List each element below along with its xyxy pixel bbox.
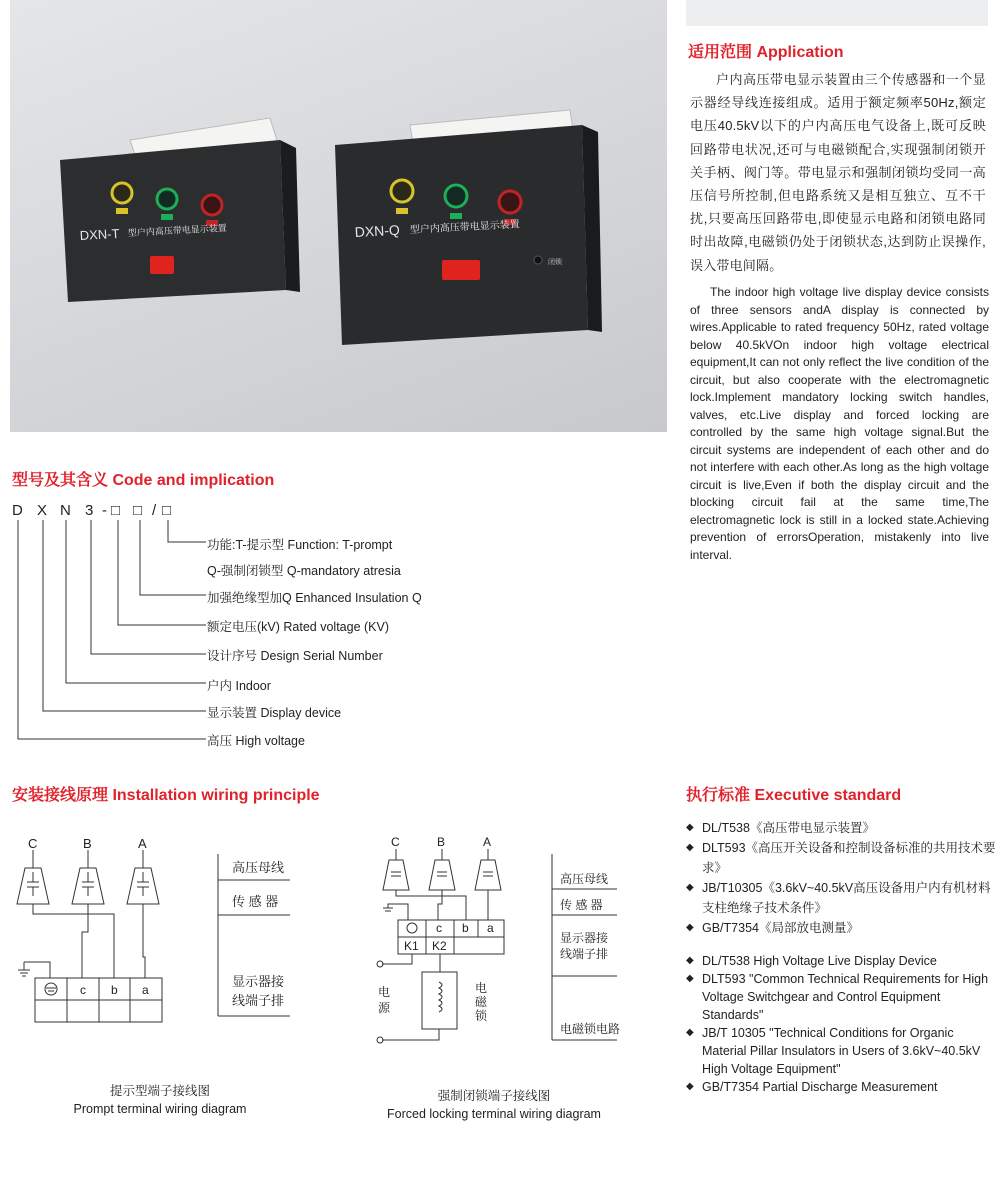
right-led-a	[391, 180, 413, 202]
standard-item-cn-4: ◆ GB/T7354《局部放电测量》	[686, 918, 998, 938]
standard-item-en-2: ◆ DLT593 "Common Technical Requirements for High Voltage Switchgear and Control Equipment Standards"	[686, 970, 998, 1024]
prompt-phase-c: C	[28, 836, 38, 851]
code-label-mandatory: Q-强制闭锁型 Q-mandatory atresia	[207, 564, 401, 578]
standard-item-cn-2: ◆ DLT593《高压开关设备和控制设备标准的共用技术要求》	[686, 838, 998, 878]
standard-item-cn-3: ◆ JB/T10305《3.6kV~40.5kV高压设备用户内有机材料支柱绝缘子技术条件》	[686, 878, 998, 918]
code-char-d: D	[12, 502, 23, 519]
standard-list-en	[686, 952, 998, 1096]
product-photo	[10, 0, 667, 432]
right-device-model: DXN-Q	[354, 221, 401, 240]
forced-lock-2: 磁	[475, 995, 488, 1009]
standard-item-en-4: ◆ GB/T7354 Partial Discharge Measurement	[686, 1078, 998, 1096]
application-text-en: The indoor high voltage live display device consists of three sensors andA display is connected by wires.Applicable to rated frequency 50Hz, rated voltage below 40.5kVOn indoor high voltage electrical equipment,It can not only reflect the live condition of the circuit, but also cooperate with the electromagnetic lock.Implement mandatory locking switch handles, valves, etc.Live display and forced locking are controlled by the same high voltage signal.But the circuit systems are independent of each other and do not interfere with each other.As long as the high voltage circuit is live,Even if both the display circuit and the blocking circuit fail at the same time,The electromagnetic lock is still in a locked state.Achieving prevention of errorsOperation, mistakenly into live interval.	[690, 285, 989, 562]
prompt-caption	[40, 1082, 280, 1118]
product-photo-svg	[10, 0, 667, 432]
left-led-a	[112, 183, 132, 203]
standard-item-cn-1: ◆ DL/T538《高压带电显示装置》	[686, 818, 998, 838]
forced-lock-3: 锁	[475, 1009, 488, 1023]
right-led-c	[499, 191, 521, 213]
forced-power-2: 源	[378, 1001, 391, 1015]
right-device	[335, 125, 602, 345]
wiring-heading: 安装接线原理 Installation wiring principle	[12, 787, 320, 804]
forced-caption	[374, 1087, 614, 1123]
application-text-cn: 户内高压带电显示装置由三个传感器和一个显示器经导线连接组成。适用于额定频率50Hz,额定电压40.5kV以下的户内高压电气设备上,既可反映回路带电状况,还可与电磁锁配合,实现强制闭锁开关手柄、阀门等。带电显示和强制闭锁均受同一高压信号所控制,但电路系统又是相互独立、互不干扰,只要高压回路带电,即使显示电路和闭锁电路同时出故障,电磁锁仍处于闭锁状态,达到防止误操作,误入带电间隔。	[690, 72, 986, 273]
code-box-1: □	[111, 502, 121, 519]
prompt-phase-a: A	[138, 836, 147, 851]
left-device-title: 型户内高压带电显示装置	[127, 222, 227, 238]
right-led-b	[445, 185, 467, 207]
code-label-rated-voltage: 额定电压(kV) Rated voltage (KV)	[207, 620, 389, 634]
code-label-function: 功能:T-提示型 Function: T-prompt	[207, 538, 393, 552]
code-heading: 型号及其含义 Code and implication	[12, 472, 275, 489]
prompt-caption-cn: 提示型端子接线图	[109, 1084, 210, 1098]
forced-terminal-k2: K2	[432, 939, 447, 953]
left-device-model: DXN-T	[79, 225, 120, 243]
prompt-phase-b: B	[83, 836, 92, 851]
top-gray-bar	[686, 0, 988, 26]
code-label-indoor: 户内 Indoor	[207, 679, 271, 693]
standard-item-en-3: ◆ JB/T 10305 "Technical Conditions for Organic Material Pillar Insulators in Users of 3.6kV~40.5kV High Voltage Equipment"	[686, 1024, 998, 1078]
sensor-b	[429, 849, 455, 890]
standard-heading: 执行标准 Executive standard	[686, 787, 902, 804]
forced-terminal-b: b	[462, 921, 469, 935]
standard-list-cn	[686, 818, 998, 938]
prompt-legend-terminal-1: 显示器接	[232, 974, 285, 989]
code-label-high-voltage: 高压 High voltage	[207, 734, 305, 748]
code-leader-lines	[10, 520, 210, 745]
forced-legend-terminal-2: 线端子排	[560, 947, 609, 961]
forced-legend-terminal-1: 显示器接	[560, 931, 609, 945]
prompt-wiring-diagram	[10, 832, 295, 1032]
code-label-serial: 设计序号 Design Serial Number	[207, 649, 383, 663]
standard-item-en-1: ◆ DL/T538 High Voltage Live Display Device	[686, 952, 998, 970]
forced-phase-b: B	[437, 835, 446, 849]
sensor-c	[17, 850, 49, 904]
forced-phase-a: A	[483, 835, 492, 849]
code-box-2: □	[133, 502, 143, 519]
sensor-a	[127, 850, 159, 904]
prompt-legend-terminal-2: 线端子排	[232, 993, 285, 1008]
code-box-3: □	[162, 502, 172, 519]
right-device-title: 型户内高压带电显示装置	[409, 219, 521, 236]
code-char-n: N	[60, 502, 71, 519]
forced-terminal-a: a	[487, 921, 494, 935]
sensor-c	[383, 849, 409, 890]
prompt-terminal-a: a	[142, 983, 149, 997]
forced-legend-sensor: 传 感 器	[560, 898, 603, 912]
forced-lock-1: 电	[475, 981, 488, 995]
code-char-dash: -	[102, 502, 107, 519]
forced-terminal-c: c	[436, 921, 442, 935]
forced-power-1: 电	[378, 985, 391, 999]
forced-legend-lock-circuit: 电磁锁电路	[560, 1022, 621, 1036]
code-char-x: X	[37, 502, 48, 519]
code-char-3: 3	[85, 502, 94, 519]
forced-phase-c: C	[391, 835, 400, 849]
application-heading: 适用范围 Application	[688, 44, 844, 61]
sensor-a	[475, 849, 501, 890]
left-device-switch	[150, 256, 174, 274]
forced-caption-cn: 强制闭锁端子接线图	[437, 1089, 551, 1103]
forced-terminal-k1: K1	[404, 939, 419, 953]
right-device-lock-text: 闭锁	[548, 259, 562, 266]
left-led-b	[157, 189, 177, 209]
right-device-switch	[442, 260, 480, 280]
left-led-c	[202, 195, 222, 215]
code-label-insulation: 加强绝缘型加Q Enhanced Insulation Q	[207, 591, 422, 605]
prompt-caption-en: Prompt terminal wiring diagram	[73, 1102, 247, 1116]
forced-locking-wiring-diagram	[372, 832, 627, 1047]
sensor-b	[72, 850, 104, 904]
code-label-display: 显示装置 Display device	[207, 706, 342, 720]
prompt-terminal-c: c	[80, 983, 86, 997]
prompt-legend-busbar: 高压母线	[232, 860, 285, 875]
forced-caption-en: Forced locking terminal wiring diagram	[387, 1107, 601, 1121]
forced-legend-busbar: 高压母线	[560, 872, 609, 886]
left-device	[60, 140, 300, 302]
code-slash: /	[152, 502, 157, 519]
code-string	[12, 502, 212, 522]
prompt-legend-sensor: 传 感 器	[232, 894, 279, 909]
prompt-terminal-b: b	[111, 983, 118, 997]
